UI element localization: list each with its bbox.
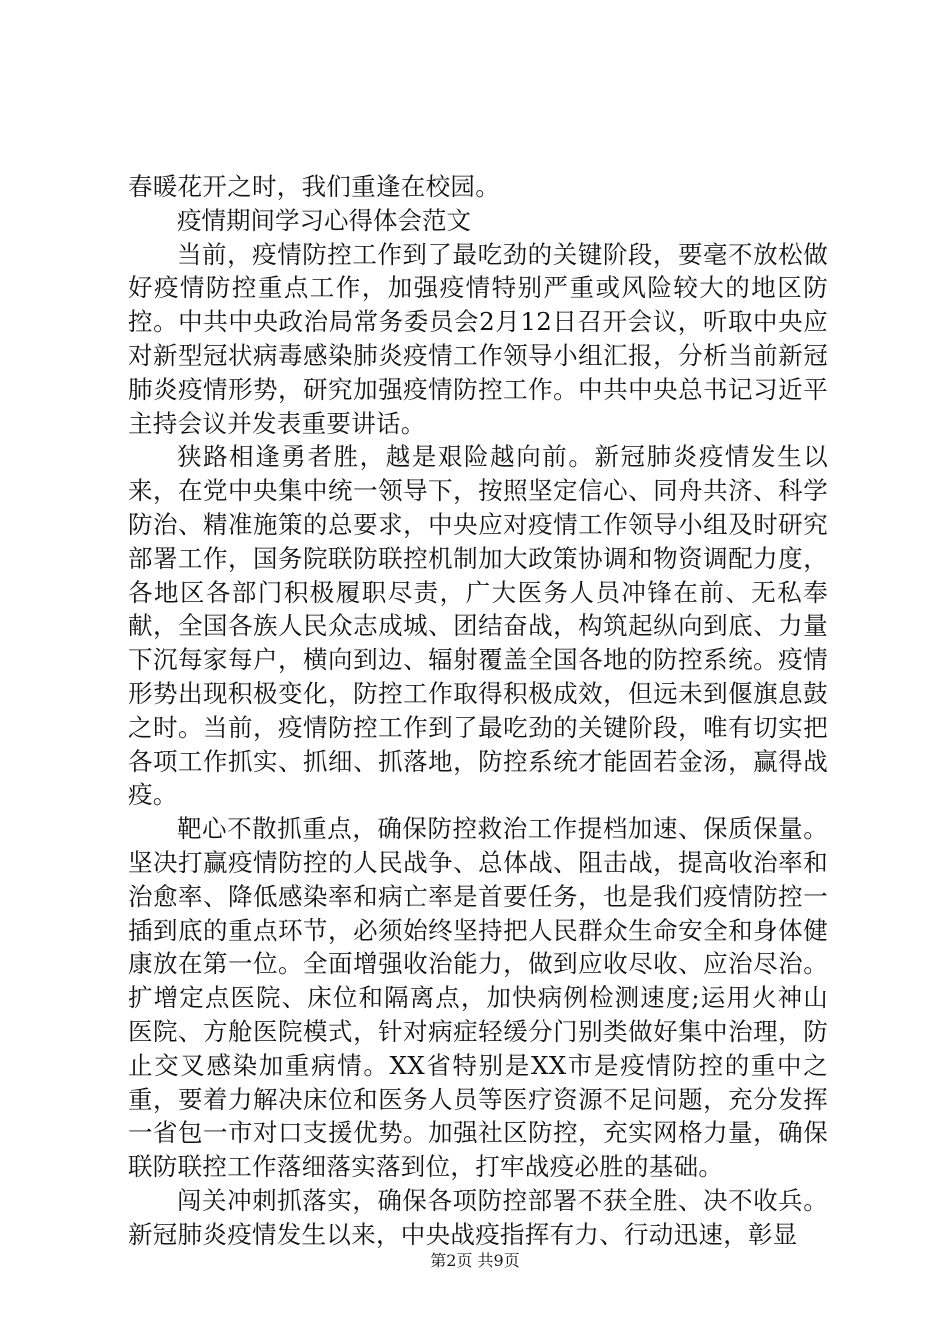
paragraph-key-points: 靶心不散抓重点，确保防控救治工作提档加速、保质保量。坚决打赢疫情防控的人民战争、总体战、阻击战，提高收治率和治愈率、降低感染率和病亡率是首要任务，也是我们疫情防控一插到底的重点环节，必须始终坚持把人民群众生命安全和身体健康放在第一位。全面增强收治能力，做到应收尽收、应治尽治。扩增定点医院、床位和隔离点，加快病例检测速度;运用火神山医院、方舱医院模式，针对病症轻缓分门别类做好集中治理，防止交叉感染加重病情。XX省特别是XX市是疫情防控的重中之重，要着力解决床位和医务人员等医疗资源不足问题，充分发挥一省包一市对口支援优势。加强社区防控，充实网格力量，确保联防联控工作落细落实落到位，打牢战疫必胜的基础。 <box>128 814 828 1182</box>
section-title: 疫情期间学习心得体会范文 <box>177 205 471 235</box>
paragraph-closing-line: 春暖花开之时，我们重逢在校园。 <box>128 172 500 201</box>
paragraph-brave-advance: 狭路相逢勇者胜，越是艰险越向前。新冠肺炎疫情发生以来，在党中央集中统一领导下，按照坚定信心、同舟共济、科学防治、精准施策的总要求，中央应对疫情工作领导小组及时研究部署工作，国务院联防联控机制加大政策协调和物资调配力度，各地区各部门积极履职尽责，广大医务人员冲锋在前、无私奉献，全国各族人民众志成城、团结奋战，构筑起纵向到底、力量下沉每家每户，横向到边、辐射覆盖全国各地的防控系统。疫情形势出现积极变化，防控工作取得积极成效，但远未到偃旗息鼓之时。当前，疫情防控工作到了最吃劲的关键阶段，唯有切实把各项工作抓实、抓细、抓落地，防控系统才能固若金汤，赢得战疫。 <box>128 442 828 810</box>
document-body <box>128 170 828 1252</box>
page-footer: 第2页 共9页 <box>430 1251 520 1270</box>
paragraph-intro: 当前，疫情防控工作到了最吃劲的关键阶段，要毫不放松做好疫情防控重点工作，加强疫情特别严重或风险较大的地区防控。中共中央政治局常务委员会2月12日召开会议，听取中央应对新型冠状病毒感染肺炎疫情工作领导小组汇报，分析当前新冠肺炎疫情形势，研究加强疫情防控工作。中共中央总书记习近平主持会议并发表重要讲话。 <box>128 239 828 438</box>
paragraph-implementation: 闯关冲刺抓落实，确保各项防控部署不获全胜、决不收兵。新冠肺炎疫情发生以来，中央战疫指挥有力、行动迅速，彰显 <box>128 1185 828 1249</box>
